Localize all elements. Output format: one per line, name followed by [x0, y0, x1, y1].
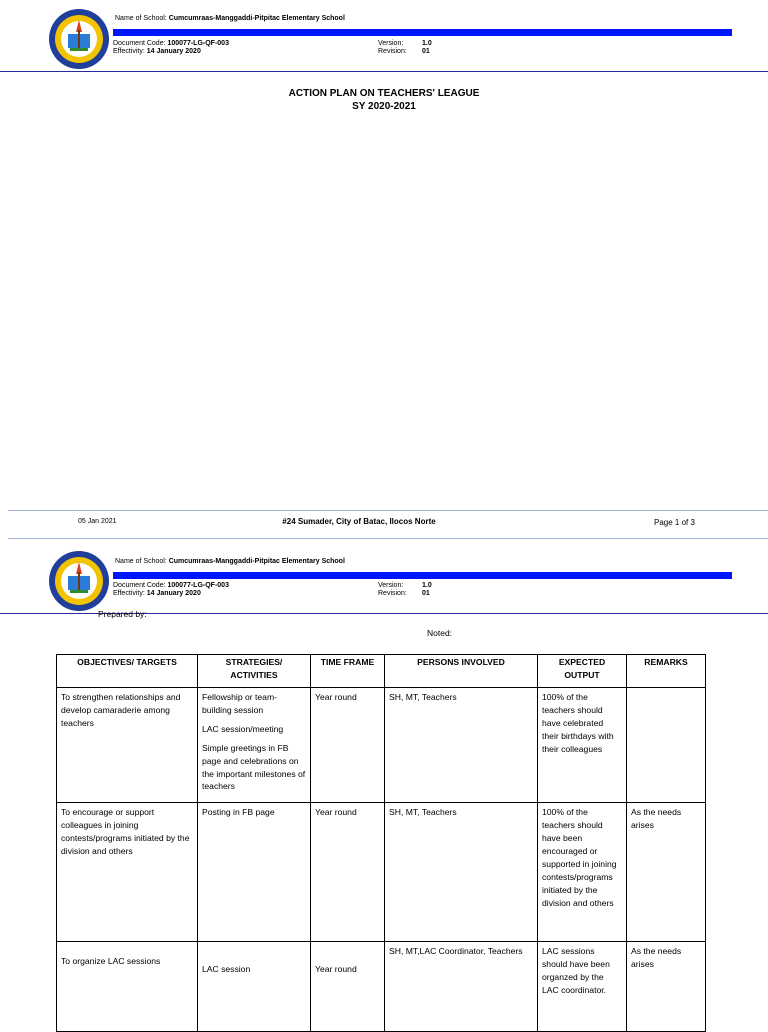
page-break-rule: [8, 538, 768, 539]
footer-address: #24 Sumader, City of Batac, Ilocos Norte: [282, 517, 436, 526]
strategies-cell: [198, 803, 311, 942]
objective-cell: To encourage or support colleagues in joining contests/programs initiated by the division and others: [57, 803, 198, 942]
school-name-label: Name of School:: [115, 558, 167, 565]
document-title: ACTION PLAN ON TEACHERS' LEAGUE: [288, 88, 480, 99]
strategy-item: LAC session: [202, 964, 251, 975]
header-bar: [113, 572, 732, 579]
prepared-by-label: Prepared by:: [98, 609, 147, 619]
footer-rule: [8, 510, 768, 511]
table-row: [57, 688, 706, 803]
effectivity-label: Effectivity:: [113, 48, 145, 55]
column-header-strategies: STRATEGIES/ ACTIVITIES: [198, 655, 311, 688]
page-number: Page 1 of 3: [654, 518, 695, 527]
strategy-item: Simple greetings in FB page and celebrations on the important milestones of teachers: [202, 742, 306, 792]
column-header-output: EXPECTED OUTPUT: [538, 655, 627, 688]
time-frame-cell: Year round: [311, 688, 385, 803]
document-code-label: Document Code:: [113, 582, 166, 589]
remarks-cell: [627, 688, 706, 803]
document-code: 100077-LG-QF-003: [167, 40, 229, 47]
version-label: Version:: [378, 40, 404, 47]
remarks-cell: As the needs arises: [627, 803, 706, 942]
school-year: SY 2020-2021: [352, 101, 416, 112]
strategy-item: LAC session/meeting: [202, 723, 284, 734]
column-header-persons: PERSONS INVOLVED: [385, 655, 538, 688]
version-value: 1.0: [422, 582, 432, 589]
school-logo: [48, 550, 110, 612]
document-code: 100077-LG-QF-003: [167, 582, 229, 589]
objective-cell: To organize LAC sessions: [57, 942, 198, 1032]
strategy-item: Fellowship or team-building session: [202, 692, 277, 715]
strategy-item: Posting in FB page: [202, 807, 275, 818]
document-code-label: Document Code:: [113, 40, 166, 47]
column-header-time-frame: TIME FRAME: [311, 655, 385, 688]
revision-value: 01: [422, 48, 430, 55]
noted-label: Noted:: [427, 628, 453, 638]
output-cell: 100% of the teachers should have celebrated their birthdays with their colleagues: [538, 688, 627, 803]
time-frame-cell: Year round: [311, 942, 385, 1032]
output-cell: LAC sessions should have been organzed by the LAC coordinator.: [538, 942, 627, 1032]
persons-cell: SH, MT, Teachers: [385, 803, 538, 942]
output-cell: 100% of the teachers should have been encouraged or supported in joining contests/programs initiated by the division and others: [538, 803, 627, 942]
version-label: Version:: [378, 582, 404, 589]
revision-label: Revision:: [378, 590, 407, 597]
version-value: 1.0: [422, 40, 432, 47]
effectivity-date: 14 January 2020: [146, 590, 201, 597]
revision-label: Revision:: [378, 48, 407, 55]
school-logo: [48, 8, 110, 70]
time-frame-cell: Year round: [311, 803, 385, 942]
effectivity-date: 14 January 2020: [146, 48, 201, 55]
action-plan-table: [56, 654, 706, 1032]
strategies-cell: [198, 688, 311, 803]
column-header-remarks: REMARKS: [627, 655, 706, 688]
table-row: [57, 942, 706, 1032]
school-name-label: Name of School:: [115, 15, 167, 22]
objective-cell: To strengthen relationships and develop camaraderie among teachers: [57, 688, 198, 803]
remarks-cell: As the needs arises: [627, 942, 706, 1032]
column-header-objectives: OBJECTIVES/ TARGETS: [57, 655, 198, 688]
persons-cell: SH, MT, Teachers: [385, 688, 538, 803]
strategies-cell: [198, 942, 311, 1032]
header-bar: [113, 29, 732, 36]
footer-date: 05 Jan 2021: [78, 518, 117, 525]
table-row: [57, 803, 706, 942]
school-name: Cumcumraas-Manggaddi-Pitpitac Elementary School: [168, 558, 345, 565]
header-rule: [0, 71, 768, 72]
revision-value: 01: [422, 590, 430, 597]
effectivity-label: Effectivity:: [113, 590, 145, 597]
persons-cell: SH, MT,LAC Coordinator, Teachers: [385, 942, 538, 1032]
school-name: Cumcumraas-Manggaddi-Pitpitac Elementary School: [168, 15, 345, 22]
